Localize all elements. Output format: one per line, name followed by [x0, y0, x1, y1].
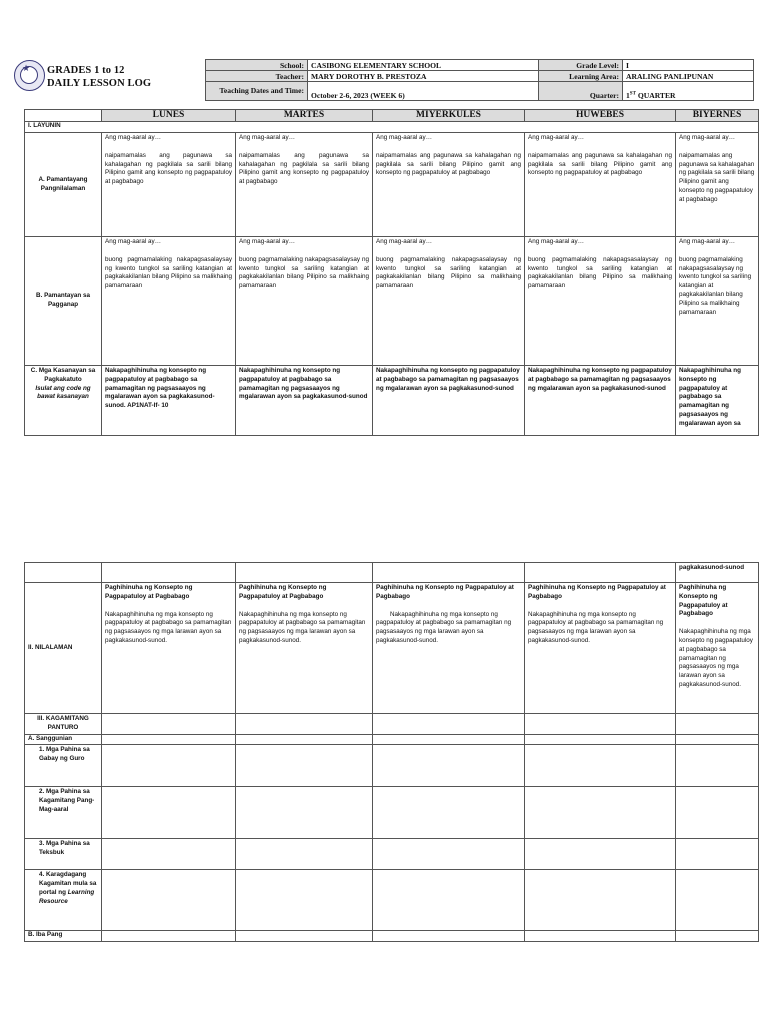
- row-label-pamantayan-sa-pagganap: B. Pamantayan sa Pagganap: [25, 237, 102, 366]
- cell-c-huwebes: Nakapaghihinuha ng konsepto ng pagpapatuloy at pagbabago sa pamamagitan ng pagsasaayos ng mgalarawan ayon sa pagkakasunod-sunod: [525, 366, 676, 436]
- cell-b-huwebes: Ang mag-aaral ay… buong pagmamalaking nakapagsasalaysay ng kwento tungkol sa sariling katangian at pagkakakilanlan bilang Pilipino sa malikhaing pamamaraan: [525, 237, 676, 366]
- cell-b-lunes: Ang mag-aaral ay… buong pagmamalaking nakapagsasalaysay ng kwento tungkol sa sariling katangian at pagkakakilanlan bilang Pilipino sa malikhaing pamamaraan: [102, 237, 236, 366]
- cell-c-miyerkules: Nakapaghihinuha ng konsepto ng pagpapatuloy at pagbabago sa pamamagitan ng pagsasaayos ng mgalarawan ayon sa pagkakasunod-sunod: [373, 366, 525, 436]
- teacher-label: Teacher:: [206, 71, 308, 82]
- continuation-biyernes: pagkakasunod-sunod: [676, 563, 759, 583]
- row-label-kagamitang-panturo: III. KAGAMITANG PANTURO: [25, 714, 102, 735]
- day-header-huwebes: HUWEBES: [525, 110, 676, 122]
- cell-nilalaman-miyerkules: Paghihinuha ng Konsepto ng Pagpapatuloy at Pagbabago Nakapaghihinuha ng mga konsepto ng pagpapatuloy at pagbabago sa pamamagitan ng pagsasaayos ng mga larawan ayon sa pagkakasunod-sunod.: [373, 583, 525, 714]
- document-title: [47, 64, 151, 90]
- cell-c-biyernes: Nakapaghihinuha ng konsepto ng pagpapatuloy at pagbabago sa pamamagitan ng pagsasaayos ng mgalarawan ayon sa: [676, 366, 759, 436]
- cell-a-miyerkules: Ang mag-aaral ay… naipamamalas ang pagunawa sa kahalagahan ng pagkilala sa sarili bilang Pilipino gamit ang konsepto ng pagpapatuloy at pagbabago: [373, 133, 525, 237]
- quarter-value: 1ST QUARTER: [623, 82, 754, 101]
- teacher-value: MARY DOROTHY B. PRESTOZA: [308, 71, 539, 82]
- dates-value: October 2-6, 2023 (WEEK 6): [308, 82, 539, 101]
- row-label-pamantayang-pangnilalaman: A. Pamantayang Pangnilalaman: [25, 133, 102, 237]
- title-line-2: DAILY LESSON LOG: [47, 78, 152, 89]
- row-label-teksbuk: 3. Mga Pahina sa Teksbuk: [25, 839, 102, 870]
- header-info-table: [205, 59, 754, 101]
- row-label-sanggunian: A. Sanggunian: [25, 734, 102, 745]
- grade-value: I: [623, 60, 754, 71]
- cell-c-lunes: Nakapaghihinuha ng konsepto ng pagpapatuloy at pagbabago sa pamamagitan ng pagsasaayos ng mgalarawan ayon sa pagkakasunod-sunod. AP1NAT-If- 10: [102, 366, 236, 436]
- lesson-table-bottom: [24, 562, 759, 942]
- section-layunin: I. LAYUNIN: [25, 122, 759, 133]
- cell-a-biyernes: Ang mag-aaral ay… naipamamalas ang pagunawa sa kahalagahan ng pagkilala sa sarili bilang Pilipino gamit ang konsepto ng pagpapatuloy at pagbabago: [676, 133, 759, 237]
- cell-nilalaman-biyernes: Paghihinuha ng Konsepto ng Pagpapatuloy at Pagbabago Nakapaghihinuha ng mga konsepto ng pagpapatuloy at pagbabago sa pamamagitan ng pagsasaayos ng mga larawan ayon sa pagkakasunod-sunod.: [676, 583, 759, 714]
- cell-b-miyerkules: Ang mag-aaral ay… buong pagmamalaking nakapagsasalaysay ng kwento tungkol sa sariling katangian at pagkakakilanlan bilang Pilipino sa malikhaing pamamaraan: [373, 237, 525, 366]
- dates-label: Teaching Dates and Time:: [206, 82, 308, 101]
- day-header-martes: MARTES: [236, 110, 373, 122]
- cell-c-martes: Nakapaghihinuha ng konsepto ng pagpapatuloy at pagbabago sa pamamagitan ng pagsasaayos ng mgalarawan ayon sa pagkakasunod-sunod: [236, 366, 373, 436]
- school-label: School:: [206, 60, 308, 71]
- cell-a-martes: Ang mag-aaral ay… naipamamalas ang pagunawa sa kahalagahan ng pagkilala sa sarili bilang Pilipino gamit ang konsepto ng pagpapatuloy at pagbabago: [236, 133, 373, 237]
- row-label-iba-pang: B. Iba Pang: [25, 931, 102, 942]
- cell-a-lunes: Ang mag-aaral ay… naipamamalas ang pagunawa sa kahalagahan ng pagkilala sa sarili bilang Pilipino gamit ang konsepto ng pagpapatuloy at pagbabago: [102, 133, 236, 237]
- school-value: CASIBONG ELEMENTARY SCHOOL: [308, 60, 539, 71]
- area-label: Learning Area:: [539, 71, 623, 82]
- row-label-nilalaman: II. NILALAMAN: [25, 583, 102, 714]
- row-label-mga-kasanayan: C. Mga Kasanayan sa Pagkakatuto Isulat ang code ng bawat kasanayan: [25, 366, 102, 436]
- quarter-label: Quarter:: [539, 82, 623, 101]
- cell-a-huwebes: Ang mag-aaral ay… naipamamalas ang pagunawa sa kahalagahan ng pagkilala sa sarili bilang Pilipino gamit ang konsepto ng pagpapatuloy at pagbabago: [525, 133, 676, 237]
- day-header-lunes: LUNES: [102, 110, 236, 122]
- row-label-gabay-ng-guro: 1. Mga Pahina sa Gabay ng Guro: [25, 745, 102, 787]
- cell-nilalaman-lunes: Paghihinuha ng Konsepto ng Pagpapatuloy at Pagbabago Nakapaghihinuha ng mga konsepto ng pagpapatuloy at pagbabago sa pamamagitan ng pagsasaayos ng mga larawan ayon sa pagkakasunod-sunod.: [102, 583, 236, 714]
- row-label-kagamitang-pang-mag-aaral: 2. Mga Pahina sa Kagamitang Pang-Mag-aaral: [25, 787, 102, 839]
- grade-label: Grade Level:: [539, 60, 623, 71]
- cell-b-martes: Ang mag-aaral ay… buong pagmamalaking nakapagsasalaysay ng kwento tungkol sa sariling katangian at pagkakakilanlan bilang Pilipino sa malikhaing pamamaraan: [236, 237, 373, 366]
- row-label-karagdagang-kagamitan: 4. Karagdagang Kagamitan mula sa portal ng Learning Resource: [25, 870, 102, 931]
- day-header-biyernes: BIYERNES: [676, 110, 759, 122]
- cell-nilalaman-martes: Paghihinuha ng Konsepto ng Pagpapatuloy at Pagbabago Nakapaghihinuha ng mga konsepto ng pagpapatuloy at pagbabago sa pamamagitan ng pagsasaayos ng mga larawan ayon sa pagkakasunod-sunod.: [236, 583, 373, 714]
- cell-nilalaman-huwebes: Paghihinuha ng Konsepto ng Pagpapatuloy at Pagbabago Nakapaghihinuha ng mga konsepto ng pagpapatuloy at pagbabago sa pamamagitan ng pagsasaayos ng mga larawan ayon sa pagkakasunod-sunod.: [525, 583, 676, 714]
- lesson-table-top: [24, 109, 759, 436]
- day-header-miyerkules: MIYERKULES: [373, 110, 525, 122]
- cell-b-biyernes: Ang mag-aaral ay… buong pagmamalaking nakapagsasalaysay ng kwento tungkol sa sariling katangian at pagkakakilanlan bilang Pilipino sa malikhaing pamamaraan: [676, 237, 759, 366]
- title-line-1: GRADES 1 to 12: [47, 65, 125, 76]
- deped-seal-icon: ★: [14, 60, 45, 91]
- area-value: ARALING PANLIPUNAN: [623, 71, 754, 82]
